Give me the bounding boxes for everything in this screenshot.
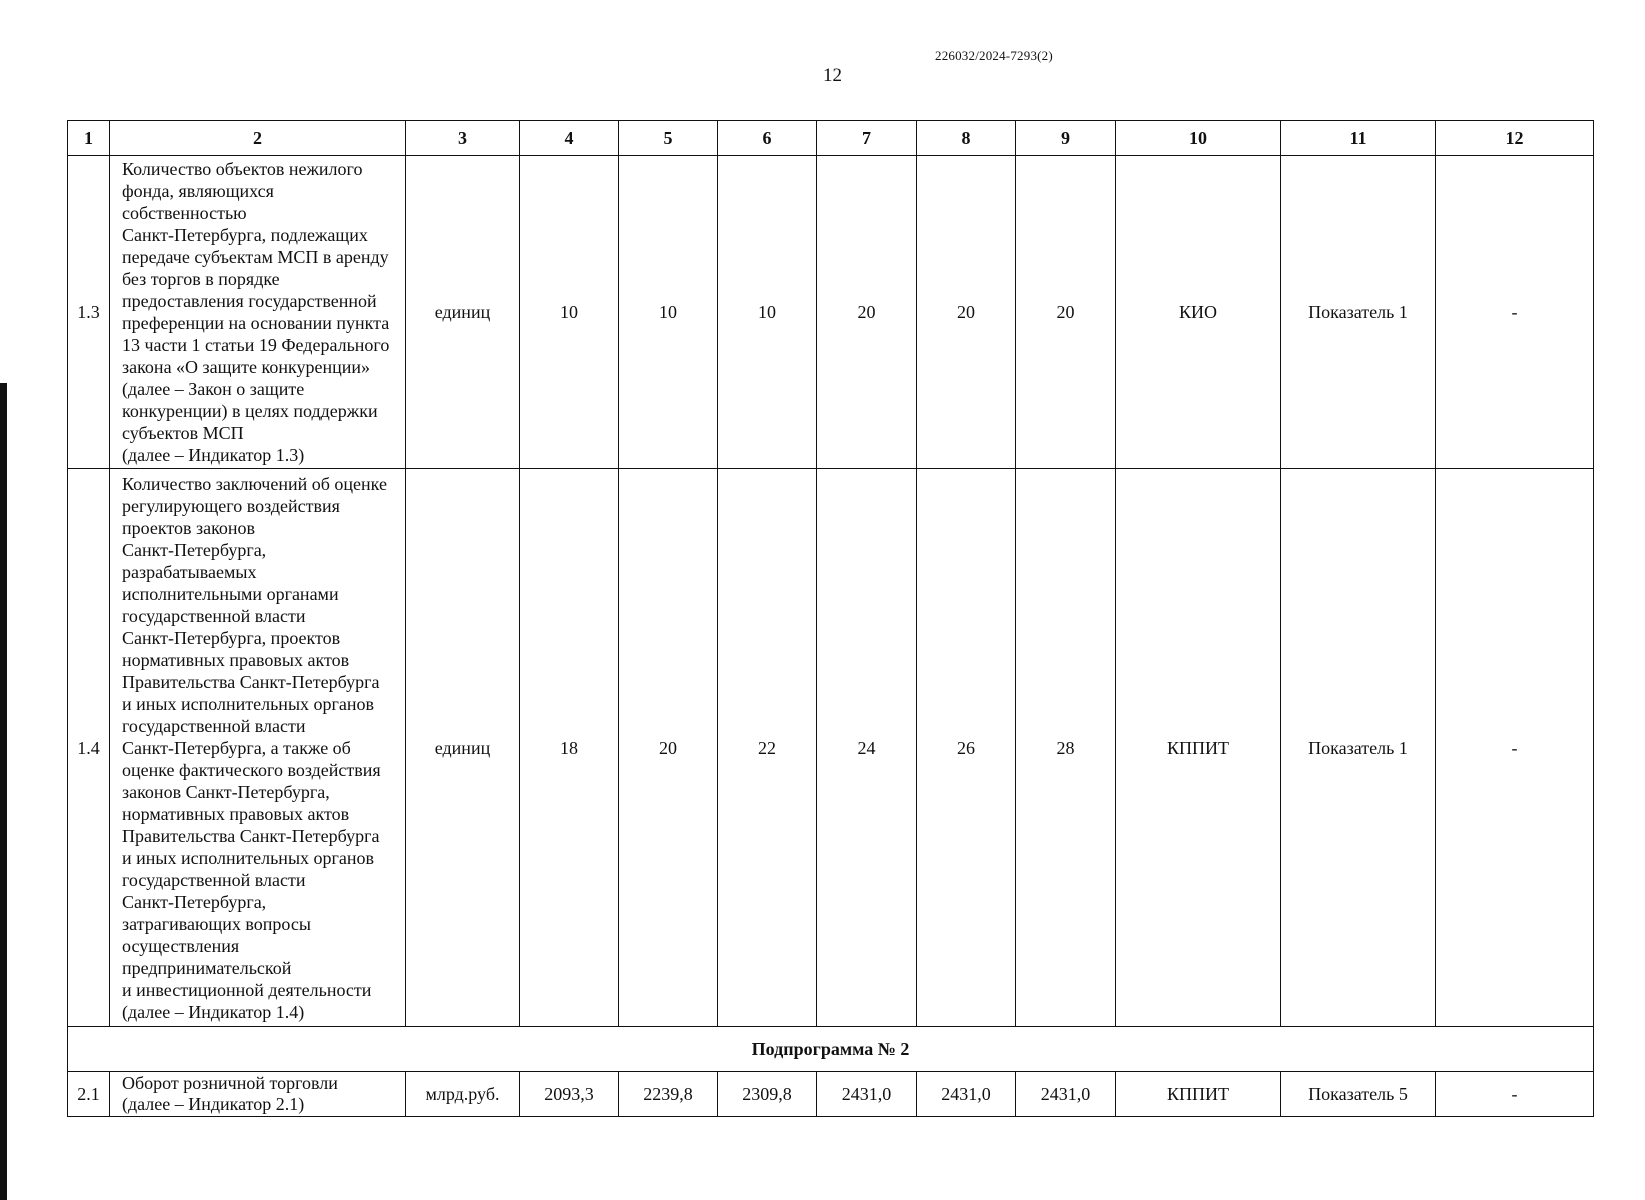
column-header: 12 (1436, 121, 1594, 156)
column-header: 9 (1016, 121, 1116, 156)
indicators-table (67, 120, 1594, 1117)
column-header: 11 (1281, 121, 1436, 156)
row-responsible: КППИТ (1116, 469, 1281, 1027)
row-description (110, 469, 406, 1027)
row-note: - (1436, 1072, 1594, 1117)
row-unit: единиц (406, 156, 520, 469)
table-row (68, 156, 1594, 469)
column-header: 4 (520, 121, 619, 156)
row-value: 2093,3 (520, 1072, 619, 1117)
row-number: 1.4 (68, 469, 110, 1027)
row-unit: единиц (406, 469, 520, 1027)
row-value: 20 (1016, 156, 1116, 469)
column-header: 1 (68, 121, 110, 156)
row-value: 10 (619, 156, 718, 469)
row-description-text: Оборот розничной торговли (далее – Индикатор 2.1) (122, 1073, 338, 1114)
scan-edge-bar (0, 383, 7, 1200)
row-value: 20 (817, 156, 917, 469)
row-value: 22 (718, 469, 817, 1027)
table-row (68, 1072, 1594, 1117)
row-value: 2431,0 (917, 1072, 1016, 1117)
row-description-text: Количество объектов нежилого фонда, являющихся собственностью Санкт-Петербурга, подлежащих передаче субъектам МСП в аренду без торгов в порядке предоставления государственной преференции на основании пункта 13 части 1 статьи 19 Федерального закона «О защите конкуренции» (далее – Закон о защите конкуренции) в целях поддержки субъектов МСП (далее – Индикатор 1.3) (122, 159, 390, 465)
row-value: 20 (619, 469, 718, 1027)
table-row (68, 469, 1594, 1027)
row-description (110, 156, 406, 469)
column-header: 10 (1116, 121, 1281, 156)
row-value: 20 (917, 156, 1016, 469)
column-header: 5 (619, 121, 718, 156)
row-unit: млрд.руб. (406, 1072, 520, 1117)
row-indicator: Показатель 5 (1281, 1072, 1436, 1117)
column-number-row (68, 121, 1594, 156)
subprogram-row (68, 1027, 1594, 1072)
row-value: 10 (520, 156, 619, 469)
row-indicator: Показатель 1 (1281, 469, 1436, 1027)
row-value: 2431,0 (1016, 1072, 1116, 1117)
row-responsible: КИО (1116, 156, 1281, 469)
row-description-text: Количество заключений об оценке регулирующего воздействия проектов законов Санкт-Петербурга, разрабатываемых исполнительными органами государственной власти Санкт-Петербурга, проектов нормативных правовых актов Правительства Санкт-Петербурга и иных исполнительных органов государственной власти Санкт-Петербурга, а также об оценке фактического воздействия законов Санкт-Петербурга, нормативных правовых актов Правительства Санкт-Петербурга и иных исполнительных органов государственной власти Санкт-Петербурга, затрагивающих вопросы осуществления предпринимательской и инвестиционной деятельности (далее – Индикатор 1.4) (122, 473, 387, 1022)
row-responsible: КППИТ (1116, 1072, 1281, 1117)
row-number: 2.1 (68, 1072, 110, 1117)
row-value: 2239,8 (619, 1072, 718, 1117)
row-description (110, 1072, 406, 1117)
row-note: - (1436, 469, 1594, 1027)
row-note: - (1436, 156, 1594, 469)
page-number: 12 (823, 65, 842, 86)
row-value: 10 (718, 156, 817, 469)
column-header: 7 (817, 121, 917, 156)
row-value: 2309,8 (718, 1072, 817, 1117)
column-header: 2 (110, 121, 406, 156)
row-value: 24 (817, 469, 917, 1027)
column-header: 3 (406, 121, 520, 156)
row-number: 1.3 (68, 156, 110, 469)
subprogram-title: Подпрограмма № 2 (68, 1027, 1594, 1072)
row-value: 26 (917, 469, 1016, 1027)
document-id: 226032/2024-7293(2) (935, 48, 1053, 63)
column-header: 6 (718, 121, 817, 156)
row-indicator: Показатель 1 (1281, 156, 1436, 469)
row-value: 28 (1016, 469, 1116, 1027)
row-value: 18 (520, 469, 619, 1027)
column-header: 8 (917, 121, 1016, 156)
row-value: 2431,0 (817, 1072, 917, 1117)
